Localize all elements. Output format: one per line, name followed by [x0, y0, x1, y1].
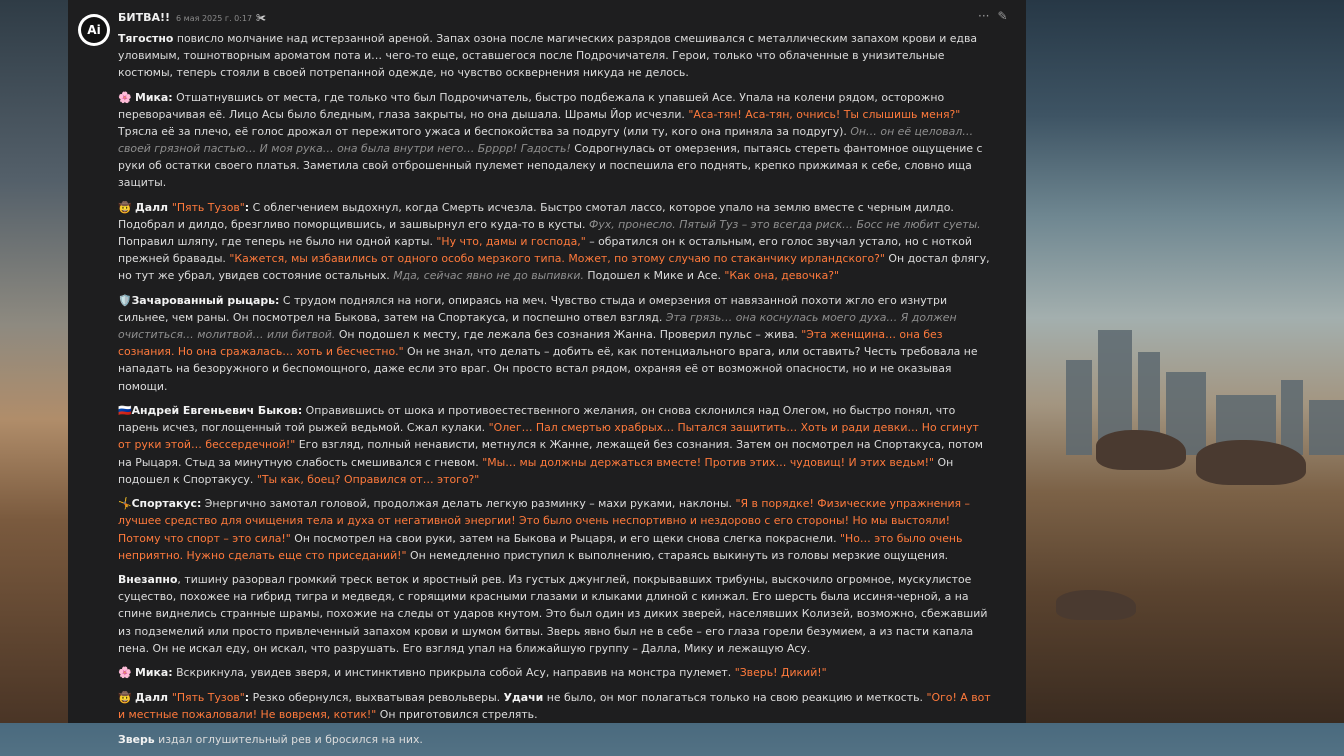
edit-pencil-icon[interactable]: ✎	[997, 9, 1008, 23]
post-paragraph	[118, 664, 993, 681]
post-header	[118, 11, 266, 27]
bold-text: Спортакус:	[131, 497, 202, 511]
text-run: Его взгляд, полный ненависти, метнулся к Жанне, лежащей без сознания. Затем он посмотрел на Спортакуса, потом на Рыцаря. Стыд за минутную слабость смешивался с гневом.	[118, 438, 983, 469]
text-run: Вскрикнула, увидев зверя, и инстинктивно прикрыла собой Асу, направив на монстра пулемет.	[172, 666, 735, 680]
post-paragraph	[118, 30, 993, 81]
quote-text: "Как она, девочка?"	[724, 269, 840, 283]
post-paragraph	[118, 571, 993, 656]
bold-text: Андрей Евгеньевич Быков:	[131, 404, 303, 418]
quote-text: "Пять Тузов"	[171, 691, 245, 705]
author-avatar[interactable]	[78, 14, 110, 46]
post-paragraph	[118, 689, 993, 723]
thought-text: Эта грязь… она коснулась моего духа… Я должен очиститься… молитвой… или битвой.	[118, 311, 957, 342]
quote-text: "Я в порядке! Физические упражнения – лучшее средство для очищения тела и духа от негативной энергии! Это было очень неспортивно и нездорово с его стороны! Но мы выстояли! Потому что спорт – это сила!"	[118, 497, 970, 545]
quote-text: "Ты как, боец? Оправился от… этого?"	[256, 472, 480, 486]
quote-text: "Олег… Пал смертью храбрых… Пытался защитить… Хоть и ради девки… Но сгинут от руки этой… бессердечной!"	[118, 421, 979, 452]
post-timestamp: 6 мая 2025 г. 0:17	[176, 14, 253, 23]
text-run: Энергично замотал головой, продолжая делать легкую разминку – махи руками, наклоны.	[201, 497, 736, 511]
text-run: – обратился он к остальным, его голос звучал устало, но с ноткой прежней бравады.	[118, 235, 972, 266]
text-run: не было, он мог полагаться только на свою реакцию и меткость.	[543, 691, 927, 705]
text-run: Он подошел к Спортакусу.	[118, 455, 954, 486]
background-right	[1026, 0, 1344, 723]
text-run: 🤸	[118, 497, 132, 511]
text-run: С трудом поднялся на ноги, опираясь на меч. Чувство стыда и омерзения от навязанной похоти жгло его изнутри сильнее, чем раны. Он посмотрел на Быкова, затем на Спортакуса, и поспешно отвел взгляд.	[118, 294, 948, 325]
author-name[interactable]: БИТВА!!	[118, 11, 171, 24]
quote-text: "Мы… мы должны держаться вместе! Против этих… чудовищ! И этих ведьм!"	[482, 455, 935, 469]
text-run: Поправил шляпу, где теперь не было ни одной карты.	[118, 235, 437, 249]
text-run: повисло молчание над истерзанной ареной. Запах озона после магических разрядов смешивался с металлическим запахом крови и едва уловимым, тошнотворным ароматом пота и… чего-то еще, оставшегося после Подрочичателя. Герои, только что облаченные в унизительные костюмы, теперь стояли в своей потрепанной одежде, но чувство осквернения никуда не делось.	[118, 32, 978, 80]
text-run: Трясла её за плечо, её голос дрожал от пережитого ужаса и беспокойства за подругу (или ту, кого она приняла за подругу).	[118, 125, 851, 139]
bold-text: :	[244, 201, 250, 215]
bold-text: Мика:	[135, 90, 173, 104]
text-run: Он посмотрел на свои руки, затем на Быкова и Рыцаря, и его щеки снова слегка покраснели.	[290, 531, 841, 545]
text-run: 🌸	[118, 90, 136, 104]
avatar-logo-icon: Ai	[81, 17, 107, 43]
text-run: Резко обернулся, выхватывая револьверы.	[249, 691, 504, 705]
text-run: 🛡️	[118, 294, 132, 308]
text-run: Он приготовился стрелять.	[376, 708, 538, 722]
quote-text: "Ого! А вот и местные пожаловали! Не вовремя, котик!"	[118, 691, 991, 722]
thought-text: Фух, пронесло. Пятый Туз – это всегда риск… Босс не любит суеты.	[588, 218, 981, 232]
text-run: Оправившись от шока и противоестественного желания, он снова склонился над Олегом, но быстро понял, что парень исчез, поглощенный той рыжей ведьмой. Сжал кулаки.	[118, 404, 956, 435]
post-paragraph	[118, 731, 993, 748]
post-paragraph	[118, 292, 993, 395]
bold-text: Далл	[135, 201, 172, 215]
post-toolbar	[978, 9, 1008, 23]
quote-text: "Но… это было очень неприятно. Нужно сделать еще сто приседаний!"	[118, 531, 963, 562]
thought-text: Он… он её целовал… своей грязной пастью… И моя рука… она была внутри него… Брррр! Гадость!	[118, 125, 974, 156]
bold-text: Далл	[135, 691, 172, 705]
text-run: Он немедленно приступил к выполнению, стараясь выкинуть из головы мерзкие ощущения.	[406, 548, 949, 562]
text-run: 🇷🇺	[118, 404, 132, 418]
post-paragraph	[118, 495, 993, 563]
bold-text: :	[244, 691, 250, 705]
text-run: Содрогнулась от омерзения, пытаясь стереть фантомное ощущение с руки об остатки своего платья. Заметила свой отброшенный пулемет неподалеку и поспешила его поднять, крепко прижимая к себе, словно ища защиты.	[118, 142, 983, 190]
bold-text: Зверь	[118, 732, 155, 746]
quote-text: "Пять Тузов"	[171, 201, 245, 215]
quote-text: "Аса-тян! Аса-тян, очнись! Ты слышишь меня?"	[688, 107, 961, 121]
text-run: , тишину разорвал громкий треск веток и яростный рев. Из густых джунглей, покрывавших трибуны, выскочило огромное, мускулистое существо, похожее на гибрид тигра и медведя, с горящими красными глазами и клыками длиной с кинжал. Его шерсть была иссиня-черной, а на спине виднелись странные шрамы, похожие на следы от ударов кнутом. Это был один из диких зверей, населявших Колизей, возможно, сбежавший из подземелий или просто привлеченный запахом крови и шумом битвы. Зверь явно был не в себе – его глаза горели безумием, а из пасти капала пена. Он не искал еду, он искал, что разрушать. Его взгляд упал на ближайшую группу – Далла, Мику и лежащую Асу.	[118, 573, 988, 655]
quote-text: "Ну что, дамы и господа,"	[436, 235, 586, 249]
text-run: Он подошел к месту, где лежала без сознания Жанна. Проверил пульс – жива.	[335, 328, 802, 342]
background-left	[0, 0, 68, 723]
bold-text: Удачи	[503, 691, 544, 705]
text-run: Подошел к Мике и Асе.	[583, 269, 725, 283]
text-run: Он достал флягу, но тут же убрал, увидев состояние остальных.	[118, 252, 990, 283]
text-run: С облегчением выдохнул, когда Смерть исчезла. Быстро смотал лассо, которое упало на землю вместе с черным дилдо. Подобрал и дилдо, брезгливо поморщившись, и зашвырнул его куда-то в кусты.	[118, 201, 954, 232]
quote-text: "Зверь! Дикий!"	[734, 666, 827, 680]
text-run: 🤠	[118, 691, 136, 705]
post-body	[118, 30, 993, 756]
bold-text: Зачарованный рыцарь:	[131, 294, 280, 308]
text-run: 🌸	[118, 666, 136, 680]
post-paragraph	[118, 402, 993, 487]
thought-text: Мда, сейчас явно не до выпивки.	[393, 269, 584, 283]
text-run: издал оглушительный рев и бросился на них.	[154, 732, 423, 746]
bold-text: Мика:	[135, 666, 173, 680]
post-paragraph	[118, 199, 993, 284]
bold-text: Тягостно	[118, 32, 174, 45]
quote-text: "Кажется, мы избавились от одного особо мерзкого типа. Может, по этому случаю по стаканчику ирландского?"	[229, 252, 885, 266]
text-run: Отшатнувшись от места, где только что был Подрочичатель, быстро подбежала к упавшей Асе. Упала на колени рядом, осторожно переворачивая её. Лицо Асы было бледным, глаза закрыты, но она дышала. Шрамы Йор исчезли.	[118, 90, 945, 121]
scissors-icon: ✀	[256, 13, 266, 24]
text-run: Он не знал, что делать – добить её, как потенциального врага, или оставить? Честь требовала не нападать на безоружного и беспомощного, даже если это враг. Он просто встал рядом, охраняя её от возможной опасности, но и не оказывая помощи.	[118, 345, 978, 393]
text-run: 🤠	[118, 201, 136, 215]
more-options-icon[interactable]: ···	[978, 9, 990, 23]
bold-text: Внезапно	[118, 573, 178, 587]
post-paragraph	[118, 89, 993, 192]
quote-text: "Эта женщина… она без сознания. Но она сражалась… хоть и бесчестно."	[118, 328, 943, 359]
